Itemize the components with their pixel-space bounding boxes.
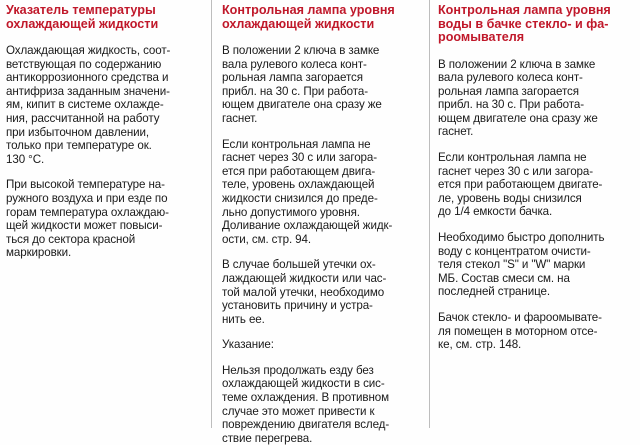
paragraph: Если контрольная лампа не гаснет через 30 с или загора- ется при работающем двигате- ле, уровень воды снизился до 1/4 емкости бачка. [438,151,603,219]
paragraph: В положении 2 ключа в замке вала рулевого колеса конт- рольная лампа загорается прибл. на 30 с. При работа- ющем двигателе она сразу же гаснет. [438,57,598,139]
note-label: Указание: [222,338,274,352]
paragraph: Бачок стекло- и фароомывате- ля помещен в моторном отсе- ке, см. стр. 148. [438,311,602,352]
column-divider [211,0,212,428]
paragraph: Необходимо быстро дополнить воду с концентратом очисти- теля стекол "S" и "W" марки МБ. Состав смеси см. на последней странице. [438,231,605,299]
paragraph: Нельзя продолжать езду без охлаждающей жидкости в сис- теме охлаждения. В противном случае это может привести к повреждению двигателя вслед- ствие перегрева. [222,363,390,445]
column-coolant-temperature-gauge [6,4,206,428]
column-coolant-level-lamp [222,3,418,445]
section-heading: Контрольная лампа уровня охлаждающей жидкости [222,3,395,31]
paragraph: В положении 2 ключа в замке вала рулевого колеса конт- рольная лампа загорается прибл. на 30 с. При работа- ющем двигателе она сразу же гаснет. [222,44,382,125]
paragraph: Если контрольная лампа не гаснет через 30 с или загора- ется при работающем двига- теле, уровень охлаждающей жидкости снизился до преде- льно допустимого уровня. Доливание охлаждающей жидк- ости, см. стр. 94. [222,137,393,246]
section-heading: Указатель температуры охлаждающей жидкости [6,3,159,31]
section-heading: Контрольная лампа уровня воды в бачке стекло- и фа- роомывателя [438,3,611,44]
column-washer-fluid-lamp [438,4,634,428]
column-divider [429,0,430,428]
paragraph: В случае большей утечки ох- лаждающей жидкости или час- той малой утечки, необходимо установить причину и устра- нить ее. [222,258,387,326]
paragraph: При высокой температуре на- ружного воздуха и при езде по горам температура охлаждаю- щей жидкости может повыси- ться до сектора красной маркировки. [6,178,169,260]
paragraph: Охлаждающая жидкость, соот- ветствующая по содержанию антикоррозионного средства и антифриза заданным значени- ям, кипит в системе охлажде- ния, рассчитанной на работу при избыточном давлении, только при температуре ок. 130 °С. [6,44,171,166]
